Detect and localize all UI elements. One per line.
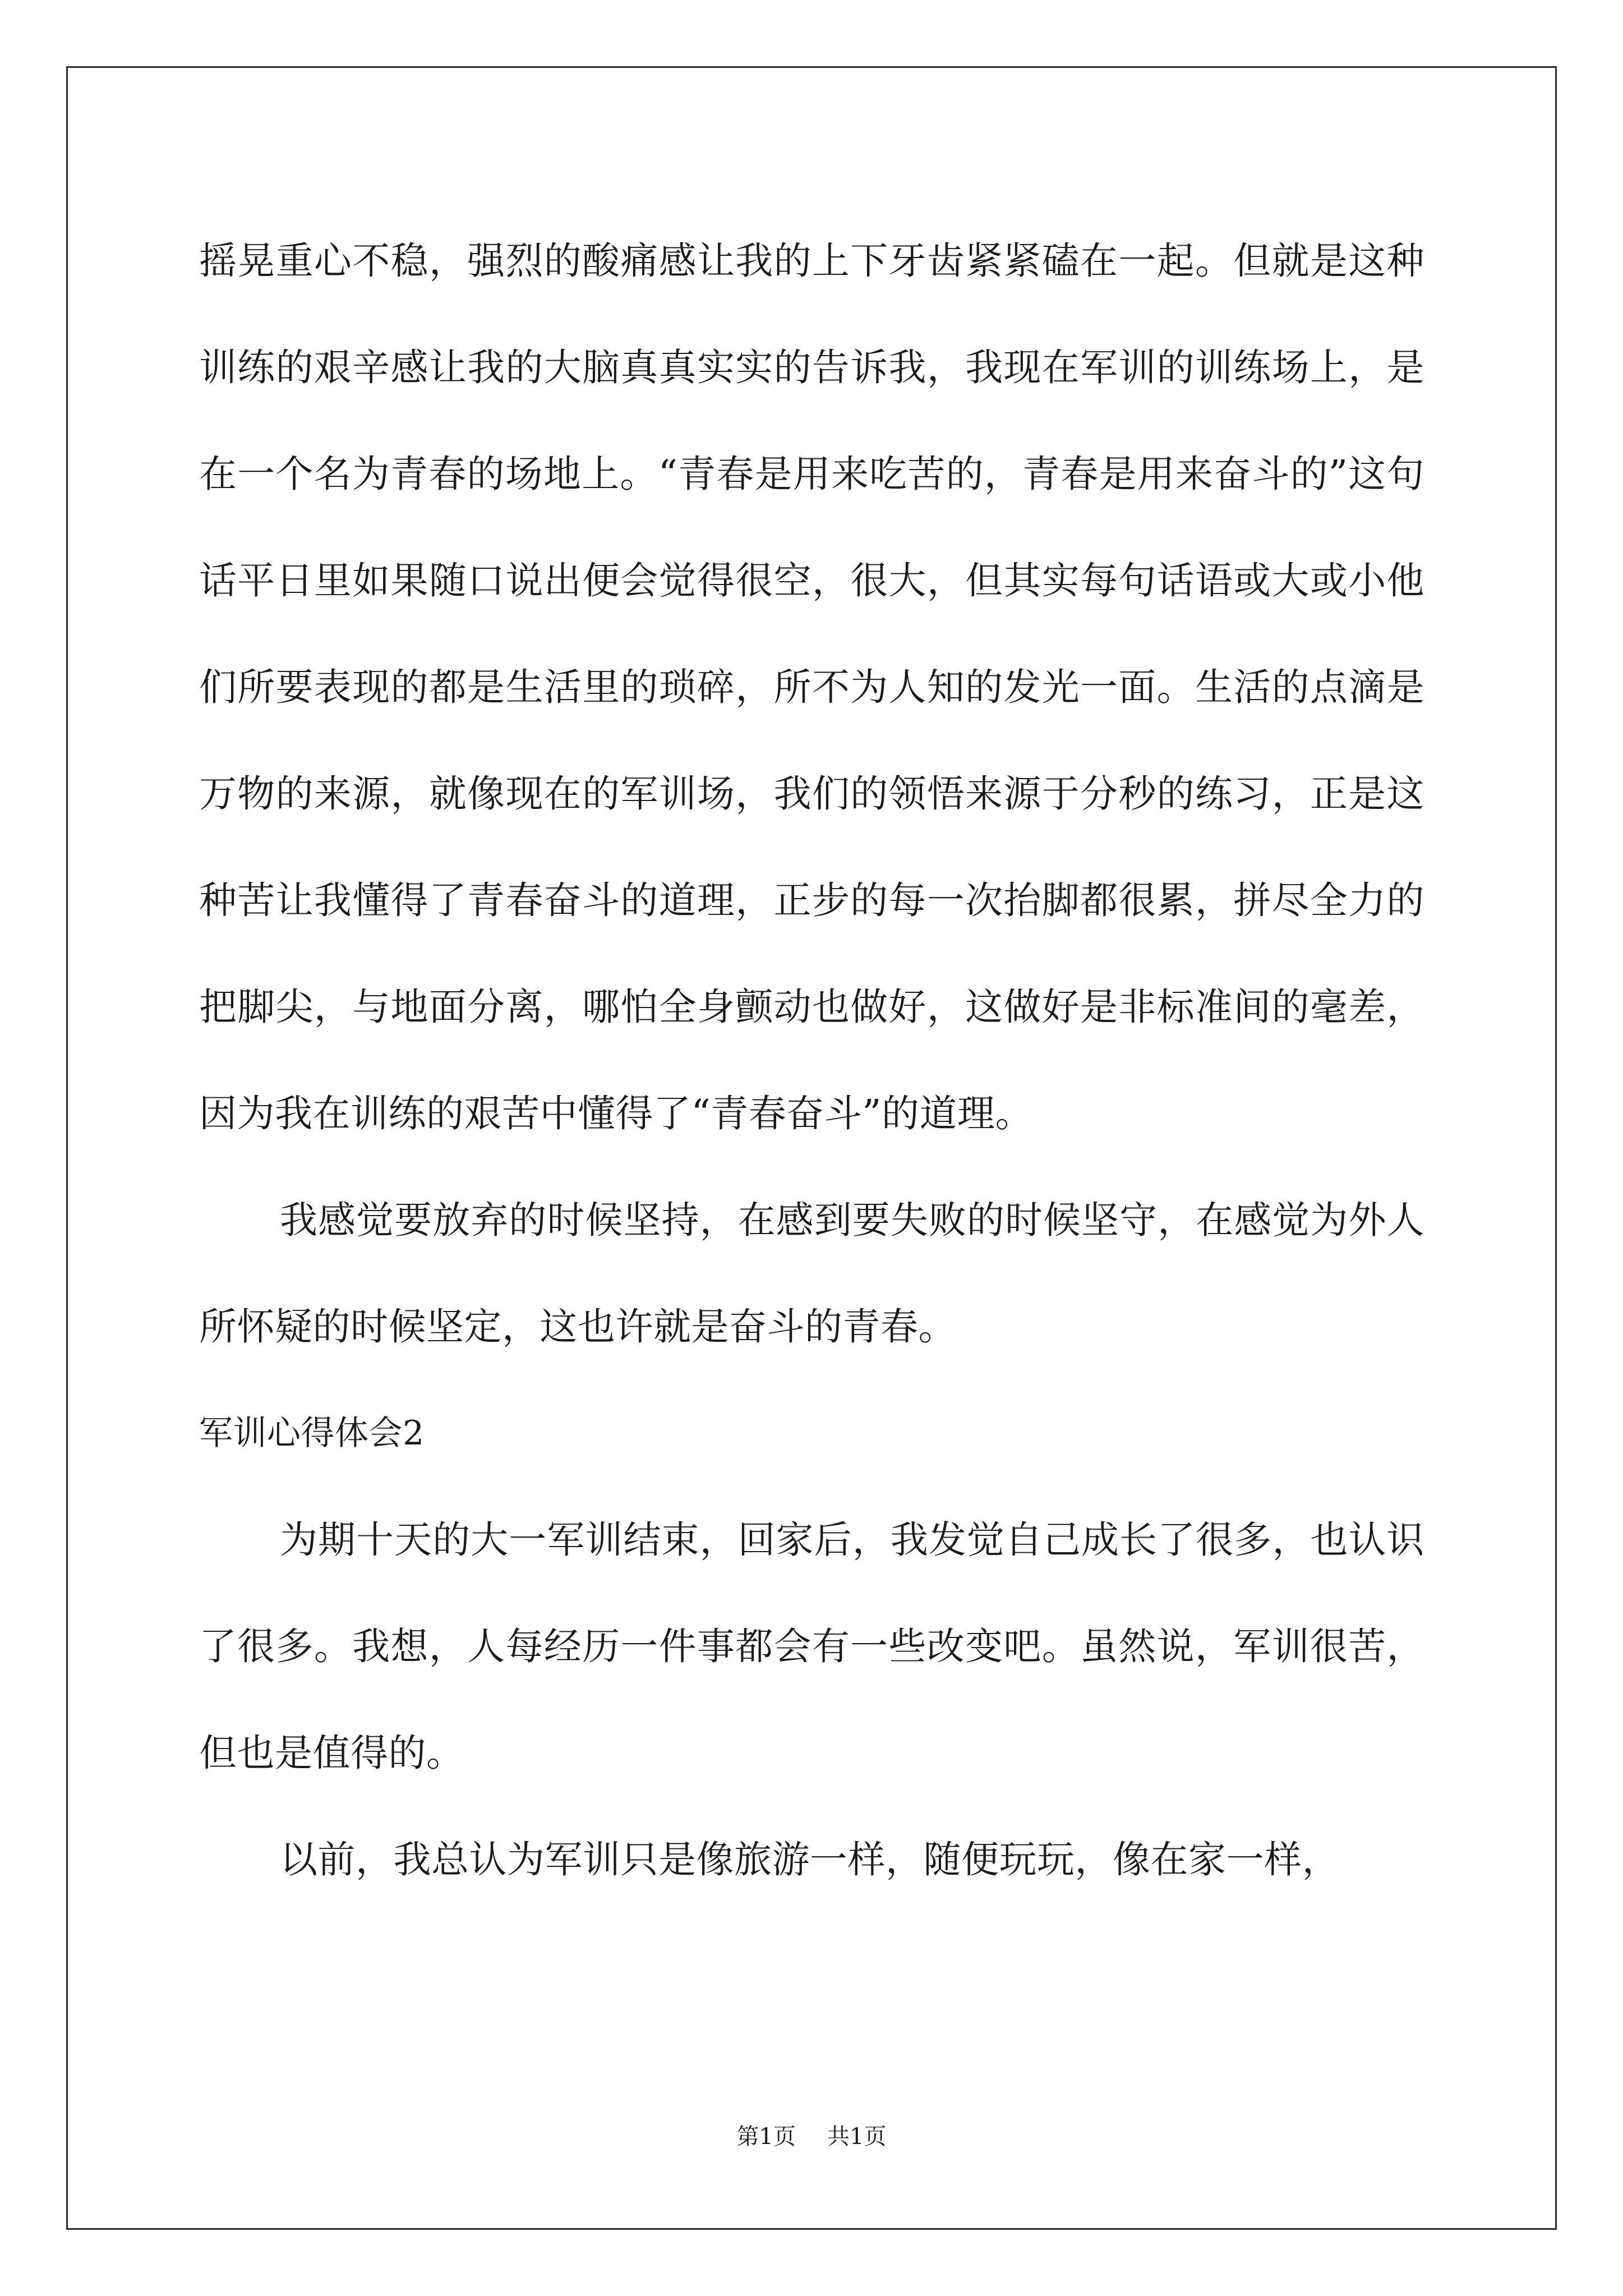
section-title: 军训心得体会2 bbox=[199, 1414, 425, 1453]
page-footer bbox=[0, 2119, 1623, 2151]
page-number: 第1页 bbox=[736, 2124, 796, 2150]
page-total: 共1页 bbox=[827, 2124, 887, 2150]
paragraph: 为期十天的大一军训结束，回家后，我发觉自己成长了很多，也认识了很多。我想，人每经历一件事都会有一些改变吧。虽然说，军训很苦，但也是值得的。 bbox=[199, 1518, 1424, 1775]
paragraph: 我感觉要放弃的时候坚持，在感到要失败的时候坚守，在感觉为外人所怀疑的时候坚定，这也许就是奋斗的青春。 bbox=[199, 1198, 1424, 1349]
document-body bbox=[199, 208, 1424, 1913]
paragraph: 以前，我总认为军训只是像旅游一样，随便玩玩，像在家一样， bbox=[280, 1838, 1340, 1881]
paragraph-continued: 摇晃重心不稳，强烈的酸痛感让我的上下牙齿紧紧磕在一起。但就是这种训练的艰辛感让我的大脑真真实实的告诉我，我现在军训的训练场上，是在一个名为青春的场地上。“青春是用来吃苦的，青春是用来奋斗的”这句话平日里如果随口说出便会觉得很空，很大，但其实每句话语或大或小他们所要表现的都是生活里的琐碎，所不为人知的发光一面。生活的点滴是万物的来源，就像现在的军训场，我们的领悟来源于分秒的练习，正是这种苦让我懂得了青春奋斗的道理，正步的每一次抬脚都很累，拼尽全力的把脚尖，与地面分离，哪怕全身颤动也做好，这做好是非标准间的毫差，因为我在训练的艰苦中懂得了“青春奋斗”的道理。 bbox=[199, 239, 1424, 1135]
